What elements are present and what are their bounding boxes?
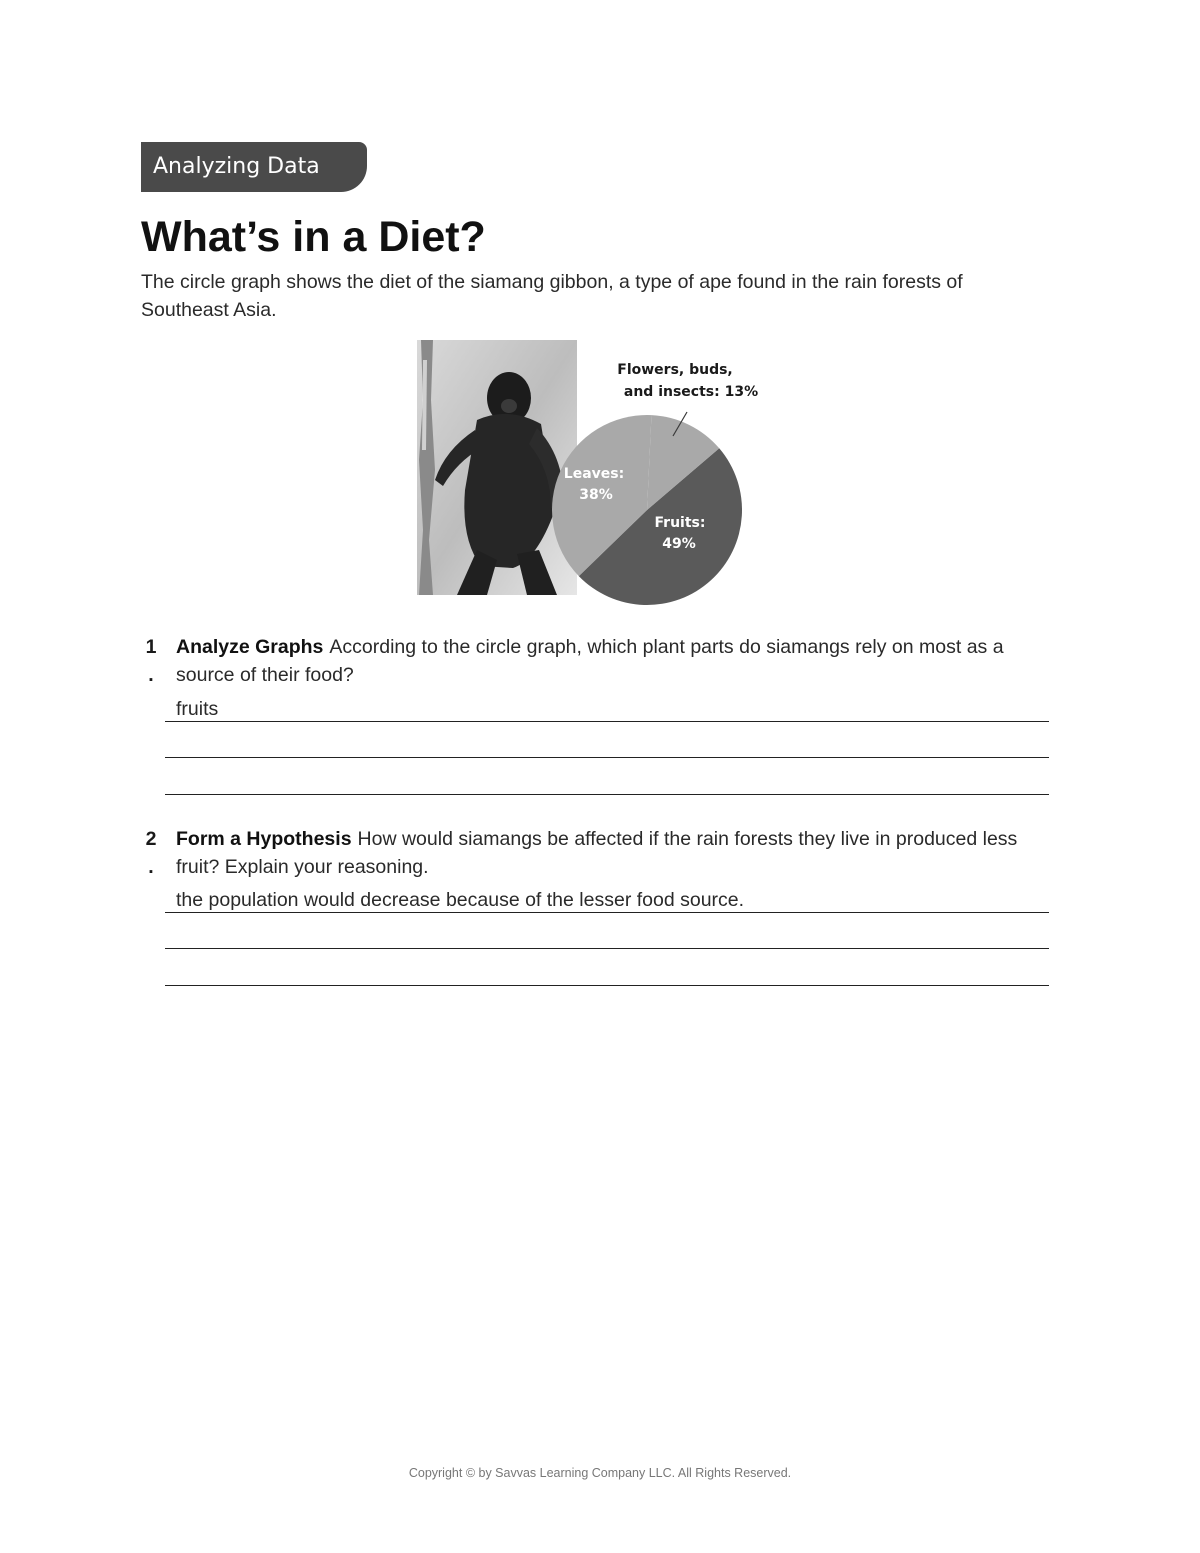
question-2-answer-line-3[interactable] — [165, 985, 1049, 986]
question-1-number-dot: . — [148, 664, 154, 686]
question-2-heading: Form a Hypothesis — [176, 828, 352, 850]
leaves-slice-value: 38% — [579, 487, 613, 503]
pie-slices — [552, 415, 742, 605]
question-1-number: 1 — [145, 636, 157, 658]
question-2-answer-line-2[interactable] — [165, 948, 1049, 949]
intro-paragraph: The circle graph shows the diet of the siamang gibbon, a type of ape found in the rain forests of Southeast Asia. — [141, 271, 963, 321]
fruits-slice-label: Fruits: — [654, 515, 706, 531]
question-1-heading: Analyze Graphs — [176, 636, 324, 658]
question-2-number: 2 — [145, 828, 157, 850]
question-2-prompt: How would siamangs be affected if the rain forests they live in produced less fruit? Explain your reasoning. — [176, 828, 1018, 878]
question-1 — [141, 633, 1061, 803]
section-tag: Analyzing Data — [141, 142, 367, 192]
question-2-number-dot: . — [148, 856, 154, 878]
question-2-answer-line-1[interactable] — [165, 912, 1049, 913]
question-1-prompt: According to the circle graph, which plant parts do siamangs rely on most as a source of their food? — [176, 636, 1004, 686]
question-1-answer-line-2[interactable] — [165, 757, 1049, 758]
diet-figure — [417, 340, 797, 610]
callout-label-line1: Flowers, buds, — [617, 362, 733, 378]
question-1-answer-line-3[interactable] — [165, 794, 1049, 795]
diet-pie-chart — [417, 340, 797, 610]
question-2-answer[interactable]: the population would decrease because of the lesser food source. — [176, 889, 745, 911]
page-title: What’s in a Diet? — [141, 213, 486, 261]
fruits-slice-value: 49% — [662, 536, 696, 552]
question-2 — [141, 825, 1061, 995]
callout-label-line2: and insects: 13% — [623, 384, 759, 400]
leaves-slice-label: Leaves: — [563, 466, 625, 482]
question-2-text — [176, 825, 1036, 881]
question-1-answer[interactable]: fruits — [176, 698, 219, 720]
question-1-answer-line-1[interactable] — [165, 721, 1049, 722]
copyright-footer: Copyright © by Savvas Learning Company LLC. All Rights Reserved. — [408, 1466, 792, 1480]
question-1-text — [176, 633, 1036, 689]
